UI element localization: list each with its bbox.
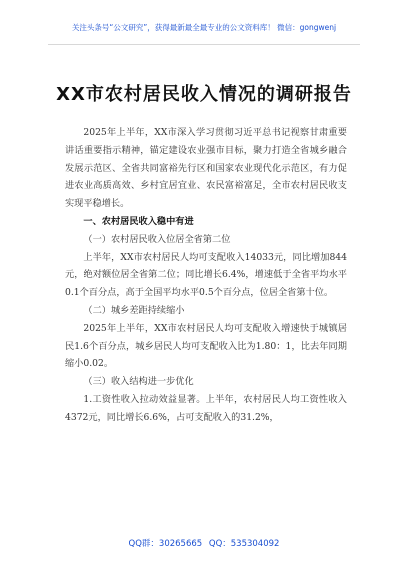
- document-body: [65, 124, 347, 427]
- section-heading: 一、农村居民收入稳中有进: [83, 215, 194, 227]
- subsection-paragraph: 1.工资性收入拉动效益显著。上半年，农村居民人均工资性收入4372元，同比增长6.6%，占可支配收入的31.2%，: [65, 393, 347, 423]
- document-title: XX市农村居民收入情况的调研报告: [56, 84, 352, 105]
- contact-footer: [0, 537, 408, 549]
- subsection-paragraph: 2025年上半年，XX市农村居民人均可支配收入增速快于城镇居民1.6个百分点，城乡居民人均可支配收入比为1.80：1，比去年同期缩小0.02。: [65, 322, 347, 370]
- qq-number: QQ：535304092: [208, 539, 280, 549]
- subsection-heading: （二）城乡差距持续缩小: [83, 304, 185, 316]
- promo-banner: 关注头条号“公文研究”，获得最新最全最专业的公文资料库！ 微信：gongwenj: [71, 23, 337, 32]
- subsection-heading: （三）收入结构进一步优化: [83, 376, 194, 388]
- subsection-heading: （一）农村居民收入位居全省第二位: [83, 233, 231, 245]
- header-divider: [48, 44, 360, 45]
- qq-group-number: QQ群：30265665: [128, 539, 203, 549]
- subsection-paragraph: 上半年，XX市农村居民人均可支配收入14033元，同比增加844元，绝对额位居全省第二位；同比增长6.4%，增速低于全省平均水平0.1个百分点，高于全国平均水平0.5个百分点，位居全省第十位。: [65, 251, 347, 299]
- intro-paragraph: 2025年上半年，XX市深入学习贯彻习近平总书记视察甘肃重要讲话重要指示精神，锚定建设农业强市目标，聚力打造全省城乡融合发展示范区、全省共同富裕先行区和国家农业现代化示范区，有力促进农业高质高效、乡村宜居宜业、农民富裕富足，全市农村居民收支实现平稳增长。: [65, 127, 347, 210]
